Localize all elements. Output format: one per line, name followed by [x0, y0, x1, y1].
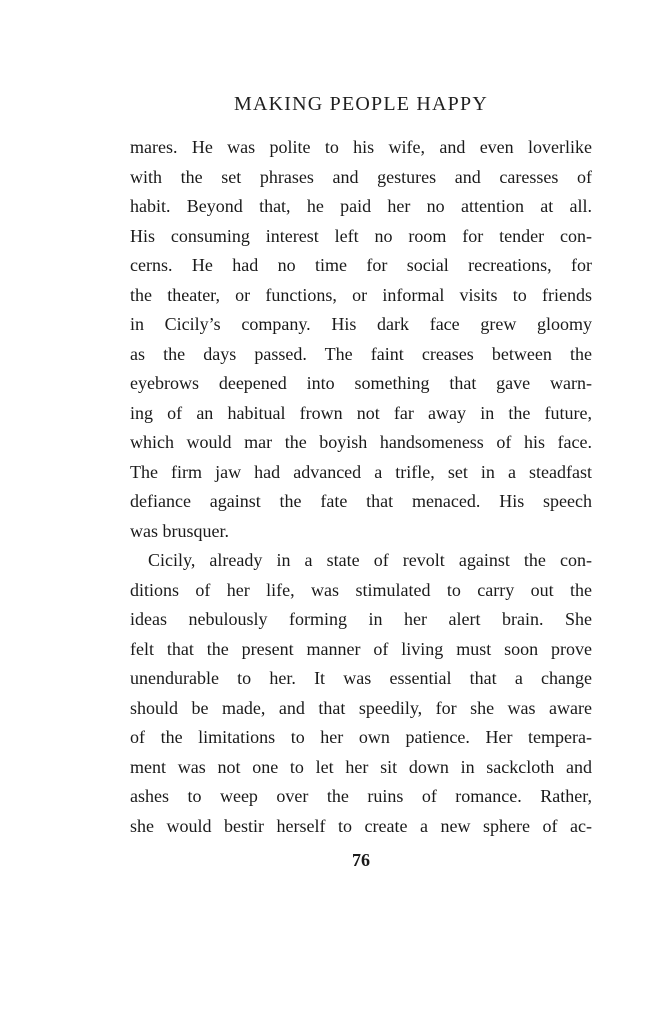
text-line: mares. He was polite to his wife, and even loverlike — [130, 137, 592, 157]
text-line: His consuming interest left no room for tender con- — [130, 225, 592, 246]
text-line: in Cicily’s company. His dark face grew gloomy — [130, 314, 592, 334]
text-line: ashes to weep over the ruins of romance. Rather, — [130, 786, 592, 806]
text-line: eyebrows deepened into something that gave warn- — [130, 373, 592, 393]
text-line: as the days passed. The faint creases between the — [130, 343, 592, 364]
text-line: The firm jaw had advanced a trifle, set in a steadfast — [130, 461, 592, 482]
text-line: with the set phrases and gestures and caresses of — [130, 166, 592, 187]
text-line: she would bestir herself to create a new sphere of ac- — [130, 815, 592, 836]
text-line: the theater, or functions, or informal visits to friends — [130, 284, 592, 305]
text-line: cerns. He had no time for social recreations, for — [130, 255, 592, 275]
paragraph-end-line: was brusquer. — [130, 520, 229, 541]
text-line: ing of an habitual frown not far away in the future, — [130, 402, 592, 423]
text-line: felt that the present manner of living must soon prove — [130, 638, 592, 659]
text-line: of the limitations to her own patience. Her tempera- — [130, 727, 592, 747]
text-line: should be made, and that speedily, for she was aware — [130, 697, 592, 718]
text-line: unendurable to her. It was essential that a change — [130, 668, 592, 688]
text-line: defiance against the fate that menaced. His speech — [130, 491, 592, 511]
text-line: ideas nebulously forming in her alert brain. She — [130, 609, 592, 629]
text-line: which would mar the boyish handsomeness of his face. — [130, 432, 592, 452]
paragraph-start-line: Cicily, already in a state of revolt against the con- — [148, 550, 592, 570]
running-head: MAKING PEOPLE HAPPY — [234, 93, 488, 115]
body-text — [130, 133, 592, 841]
page-number: 76 — [352, 850, 370, 870]
text-line: habit. Beyond that, he paid her no attention at all. — [130, 196, 592, 216]
text-line: ment was not one to let her sit down in sackcloth and — [130, 756, 592, 777]
text-line: ditions of her life, was stimulated to carry out the — [130, 579, 592, 600]
